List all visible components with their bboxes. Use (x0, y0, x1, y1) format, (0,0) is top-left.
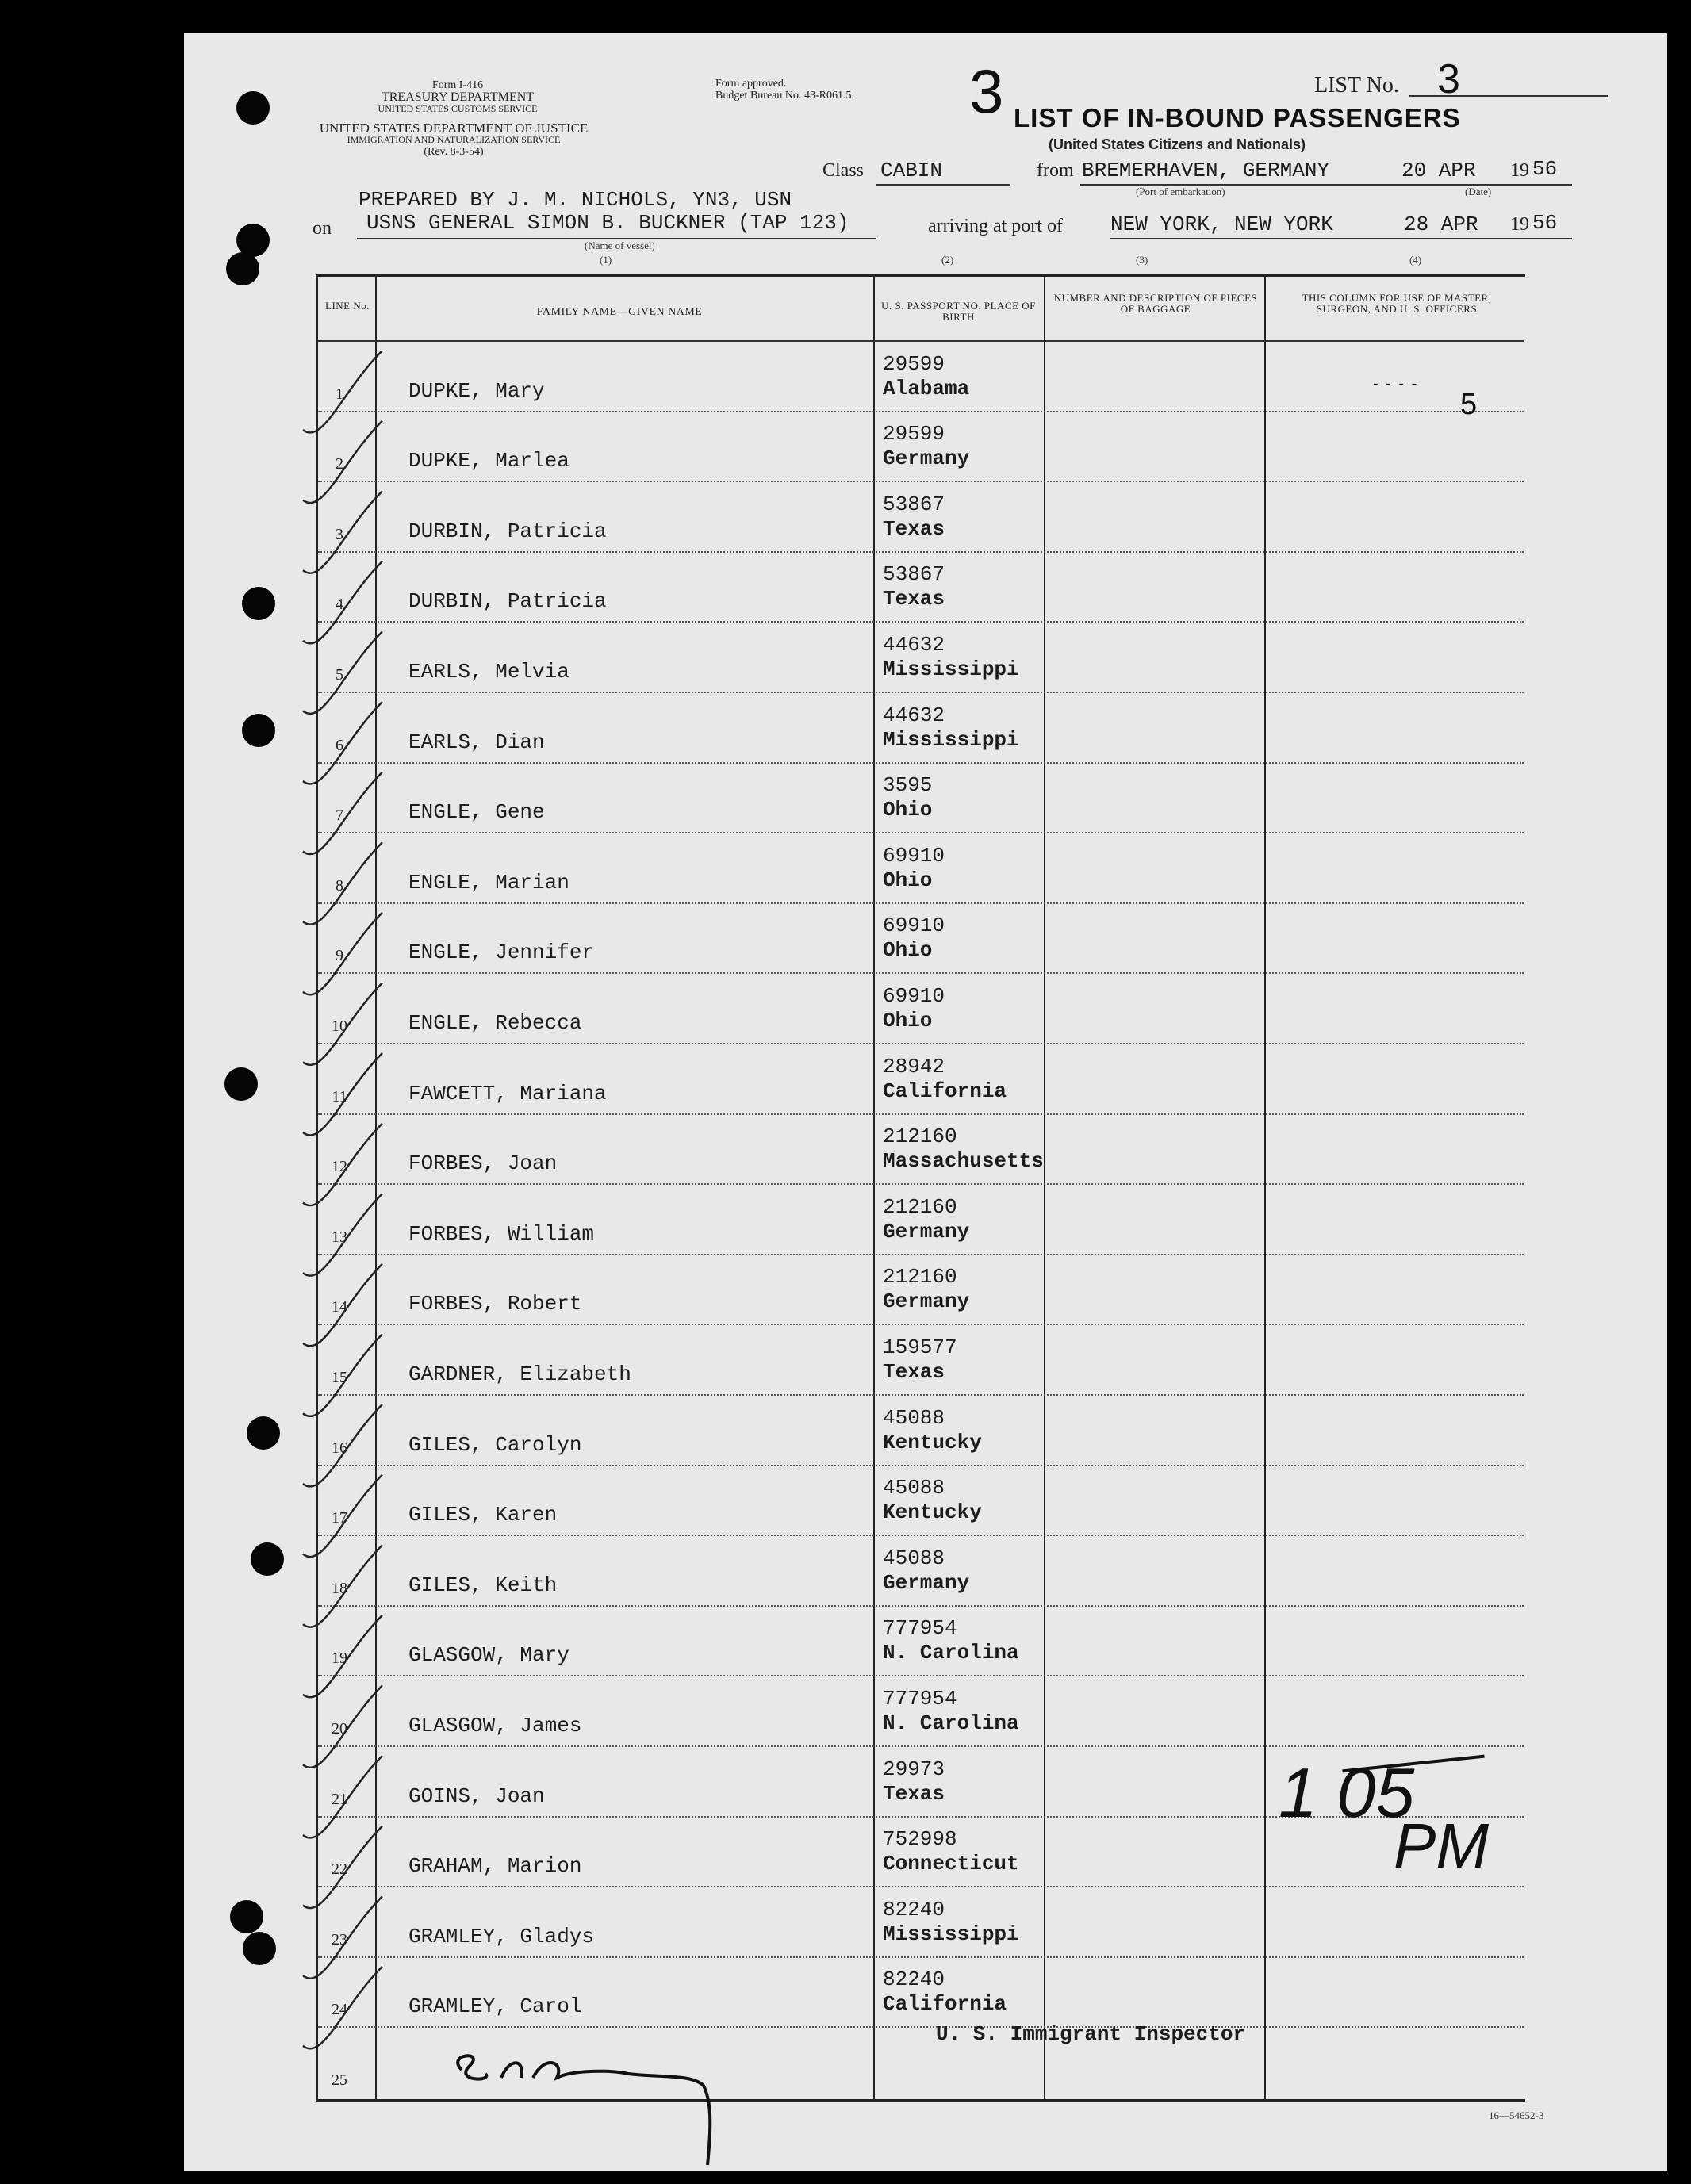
line-number: 7 (336, 807, 343, 825)
pencil-tick (303, 1967, 382, 2049)
document-title: LIST OF IN-BOUND PASSENGERS (1014, 103, 1461, 132)
passport-cell (883, 492, 945, 542)
arrival-port: NEW YORK, NEW YORK (1110, 213, 1333, 236)
passport-cell (883, 1195, 969, 1244)
col-ref-4: (4) (1409, 254, 1422, 266)
place-of-birth: Germany (883, 446, 970, 471)
binder-hole (251, 1542, 284, 1576)
line-number: 24 (332, 2001, 347, 2019)
line-number: 11 (332, 1087, 347, 1105)
vessel-name: USNS GENERAL SIMON B. BUCKNER (TAP 123) (366, 211, 849, 235)
passport-cell (883, 422, 969, 471)
pencil-tick (303, 421, 382, 504)
place-of-birth: Mississippi (883, 1922, 1019, 1946)
table-row (318, 1115, 1524, 1186)
doj-name: UNITED STATES DEPARTMENT OF JUSTICE (319, 121, 589, 136)
place-of-birth: Kentucky (883, 1430, 982, 1454)
place-of-birth: Texas (883, 516, 945, 541)
binder-hole (243, 1932, 276, 1965)
passport-number: 69910 (883, 983, 945, 1008)
passport-number: 45088 (883, 1476, 945, 1500)
passenger-name: DUPKE, Mary (408, 378, 545, 403)
passenger-name: ENGLE, Rebecca (408, 1010, 582, 1035)
line-number: 22 (332, 1860, 347, 1879)
passenger-name: GARDNER, Elizabeth (408, 1362, 631, 1386)
passport-cell (883, 1546, 969, 1596)
handwritten-time: 1 05 (1279, 1753, 1415, 1832)
line-number: 13 (332, 1228, 347, 1246)
list-no-label: LIST No. (1314, 73, 1399, 98)
line-number: 21 (332, 1790, 347, 1808)
table-row (318, 1044, 1524, 1115)
prepared-by: PREPARED BY J. M. NICHOLS, YN3, USN (359, 188, 792, 212)
pencil-tick (303, 1264, 382, 1347)
line-number: 18 (332, 1579, 347, 1597)
line-number: 23 (332, 1930, 347, 1948)
passenger-name: GLASGOW, Mary (408, 1643, 569, 1668)
officer-count: 5 (1460, 388, 1478, 421)
form-header-block (339, 79, 577, 115)
pencil-tick (303, 842, 382, 925)
table-row (318, 904, 1524, 975)
line-number: 20 (332, 1719, 347, 1738)
passenger-name: ENGLE, Jennifer (408, 941, 595, 965)
pencil-tick (303, 491, 382, 573)
passport-cell (883, 1757, 945, 1807)
passport-cell (883, 1406, 982, 1455)
passport-cell (883, 1125, 1044, 1174)
footer-code: 16—54652-3 (1489, 2109, 1544, 2121)
place-of-birth: Mississippi (883, 727, 1019, 752)
passenger-name: GILES, Carolyn (408, 1432, 582, 1457)
passport-cell (883, 773, 932, 822)
binder-hole (226, 252, 259, 285)
place-of-birth: Massachusetts (883, 1149, 1044, 1174)
table-row (318, 1607, 1524, 1677)
treasury-dept: TREASURY DEPARTMENT (381, 90, 535, 104)
passenger-name: GRAHAM, Marion (408, 1854, 582, 1879)
passport-number: 159577 (883, 1335, 957, 1359)
passport-number: 212160 (883, 1194, 957, 1219)
line-number: 8 (336, 876, 343, 895)
passenger-name: GILES, Karen (408, 1503, 558, 1527)
pencil-tick (303, 1404, 382, 1487)
passport-cell (883, 1827, 1019, 1876)
place-of-birth: N. Carolina (883, 1641, 1019, 1665)
pencil-tick (303, 772, 382, 855)
line-number: 2 (336, 455, 343, 473)
passport-cell (883, 633, 1019, 682)
manifest-page (184, 33, 1667, 2171)
embarkation-caption: (Port of embarkation) (1136, 186, 1225, 197)
binder-hole (230, 1900, 263, 1933)
passenger-name: GRAMLEY, Carol (408, 1994, 582, 2019)
table-row (318, 482, 1524, 553)
departure-year-prefix: 19 (1510, 160, 1529, 181)
table-row (318, 1536, 1524, 1607)
passenger-name: EARLS, Dian (408, 730, 545, 754)
passport-cell (883, 1476, 982, 1525)
passenger-name: ENGLE, Marian (408, 870, 569, 895)
binder-hole (236, 91, 270, 125)
arrival-year-prefix: 19 (1510, 214, 1529, 235)
handwritten-page-number: 3 (969, 56, 1004, 126)
place-of-birth: Ohio (883, 1008, 933, 1033)
passport-number: 28942 (883, 1054, 945, 1079)
passenger-name: GOINS, Joan (408, 1784, 545, 1808)
on-label: on (313, 218, 332, 239)
embarkation-port: BREMERHAVEN, GERMANY (1082, 159, 1330, 182)
binder-hole (242, 587, 275, 620)
binder-hole (247, 1416, 280, 1450)
pencil-tick (303, 1334, 382, 1416)
place-of-birth: Ohio (883, 868, 933, 892)
pencil-tick (303, 1053, 382, 1136)
passenger-name: FORBES, William (408, 1221, 595, 1246)
line-number: 4 (336, 596, 343, 614)
class-label: Class (822, 160, 865, 181)
col-ref-2: (2) (941, 254, 954, 266)
place-of-birth: Ohio (883, 938, 933, 963)
ins-name: IMMIGRATION AND NATURALIZATION SERVICE (347, 134, 561, 145)
passport-number: 29599 (883, 422, 945, 446)
pencil-tick (303, 351, 382, 433)
place-of-birth: Connecticut (883, 1852, 1019, 1876)
table-row (318, 553, 1524, 623)
passport-number: 53867 (883, 562, 945, 587)
passport-number: 45088 (883, 1546, 945, 1570)
passenger-name: FORBES, Robert (408, 1292, 582, 1316)
line-number: 9 (336, 947, 343, 965)
passport-cell (883, 1968, 1007, 2017)
line-number: 1 (336, 385, 343, 403)
pencil-tick (303, 1685, 382, 1768)
col-header-officers: THIS COLUMN FOR USE OF MASTER, SURGEON, AND U. S. OFFICERS (1302, 292, 1492, 315)
document-subtitle: (United States Citizens and Nationals) (1049, 136, 1306, 152)
table-row (318, 1255, 1524, 1326)
passport-number: 212160 (883, 1125, 957, 1149)
col-header-line: LINE No. (325, 300, 370, 312)
passenger-name: GLASGOW, James (408, 1713, 582, 1738)
pencil-tick (303, 913, 382, 995)
signature-scribble (438, 2038, 771, 2173)
passport-cell (883, 914, 945, 963)
line-number: 6 (336, 736, 343, 754)
passport-cell (883, 1687, 1019, 1736)
tick-marks (184, 351, 390, 2174)
class-value: CABIN (880, 159, 943, 182)
passenger-name: ENGLE, Gene (408, 800, 545, 825)
col-header-passport: U. S. PASSPORT NO. PLACE OF BIRTH (881, 300, 1036, 323)
place-of-birth: Mississippi (883, 657, 1019, 681)
table-row (318, 1396, 1524, 1466)
place-of-birth: Texas (883, 587, 945, 611)
passport-number: 212160 (883, 1265, 957, 1289)
table-row (318, 764, 1524, 834)
line-number: 17 (332, 1509, 347, 1527)
line-number: 14 (332, 1298, 347, 1316)
passport-number: 69910 (883, 843, 945, 868)
passport-cell (883, 1055, 1007, 1104)
passenger-name: DUPKE, Marlea (408, 449, 569, 473)
place-of-birth: Ohio (883, 798, 933, 822)
place-of-birth: Germany (883, 1570, 970, 1595)
passport-cell (883, 1335, 957, 1385)
pencil-tick (303, 1124, 382, 1206)
passenger-name: FORBES, Joan (408, 1151, 558, 1176)
departure-year: 56 (1532, 157, 1558, 181)
passport-number: 752998 (883, 1827, 957, 1852)
passport-cell (883, 1898, 1019, 1947)
form-approval (715, 78, 854, 102)
pencil-tick (303, 561, 382, 644)
officer-dashes: - - - - (1373, 375, 1419, 393)
table-row (318, 1466, 1524, 1537)
date-caption: (Date) (1465, 186, 1492, 197)
arrival-year: 56 (1532, 211, 1558, 235)
inspector-label: U. S. Immigrant Inspector (936, 2022, 1246, 2046)
passport-number: 29599 (883, 351, 945, 376)
passport-cell (883, 1616, 1019, 1665)
pencil-tick (303, 1826, 382, 1909)
table-row (318, 1676, 1524, 1747)
passenger-name: GRAMLEY, Gladys (408, 1924, 595, 1948)
place-of-birth: Alabama (883, 376, 970, 400)
passport-number: 777954 (883, 1616, 957, 1641)
line-number: 10 (332, 1017, 347, 1035)
form-id: Form I-416 (431, 79, 484, 91)
table-row (318, 1185, 1524, 1255)
handwritten-pm: PM (1394, 1810, 1489, 1881)
arriving-label: arriving at port of (928, 216, 1063, 236)
pencil-tick (303, 1896, 382, 1979)
table-row (318, 342, 1524, 412)
col-header-baggage: NUMBER AND DESCRIPTION OF PIECES OF BAGGAGE (1053, 292, 1258, 315)
place-of-birth: Texas (883, 1359, 945, 1384)
passport-number: 29973 (883, 1757, 945, 1781)
passport-cell (883, 984, 945, 1033)
passenger-name: FAWCETT, Mariana (408, 1081, 607, 1105)
from-label: from (1037, 160, 1074, 181)
binder-hole (242, 714, 275, 747)
table-row (318, 1325, 1524, 1396)
pencil-tick (303, 631, 382, 714)
table-row (318, 623, 1524, 693)
passport-number: 44632 (883, 703, 945, 727)
place-of-birth: Germany (883, 1219, 970, 1243)
place-of-birth: Texas (883, 1781, 945, 1806)
customs-service: UNITED STATES CUSTOMS SERVICE (378, 103, 538, 114)
line-number: 19 (332, 1649, 347, 1668)
table-row (318, 1958, 1524, 2029)
passport-cell (883, 703, 1019, 753)
form-approved: Form approved. (715, 78, 787, 90)
place-of-birth: Kentucky (883, 1500, 982, 1525)
col-ref-1: (1) (600, 254, 612, 266)
passport-cell (883, 844, 945, 893)
passenger-name: EARLS, Melvia (408, 659, 569, 684)
table-row (318, 833, 1524, 904)
pencil-tick (303, 983, 382, 1065)
passenger-name: DURBIN, Patricia (408, 589, 607, 614)
line-number: 3 (336, 525, 343, 543)
place-of-birth: Germany (883, 1289, 970, 1314)
list-no-value: 3 (1437, 56, 1460, 102)
line-number: 16 (332, 1439, 347, 1457)
revision: (Rev. 8-3-54) (424, 146, 484, 158)
passport-number: 82240 (883, 1968, 945, 1992)
vessel-caption: (Name of vessel) (585, 239, 655, 251)
passport-number: 44632 (883, 632, 945, 657)
passport-number: 69910 (883, 914, 945, 938)
passport-cell (883, 352, 969, 401)
budget-bureau: Budget Bureau No. 43-R061.5. (715, 90, 854, 102)
place-of-birth: California (883, 1079, 1007, 1103)
col-ref-3: (3) (1136, 254, 1148, 266)
passport-number: 3595 (883, 773, 933, 798)
pencil-tick (303, 702, 382, 784)
pencil-tick (303, 1545, 382, 1627)
line-number: 25 (332, 2071, 347, 2089)
passenger-name: GILES, Keith (408, 1573, 558, 1597)
passport-number: 777954 (883, 1686, 957, 1711)
place-of-birth: California (883, 1992, 1007, 2017)
table-row (318, 974, 1524, 1044)
passport-cell (883, 562, 945, 611)
passport-number: 53867 (883, 492, 945, 516)
line-number: 15 (332, 1368, 347, 1386)
passenger-name: DURBIN, Patricia (408, 519, 607, 543)
pencil-tick (303, 1615, 382, 1698)
pencil-tick (303, 1475, 382, 1558)
binder-hole (224, 1067, 258, 1101)
passport-cell (883, 1265, 969, 1314)
table-row (318, 412, 1524, 483)
col-header-name: FAMILY NAME—GIVEN NAME (536, 306, 703, 318)
line-number: 12 (332, 1158, 347, 1176)
table-row (318, 1887, 1524, 1958)
table-row (318, 693, 1524, 764)
arrival-date: 28 APR (1404, 213, 1478, 236)
rows-container (318, 342, 1525, 2098)
line-number: 5 (336, 665, 343, 684)
passport-number: 45088 (883, 1405, 945, 1430)
doj-block (303, 122, 604, 158)
departure-date: 20 APR (1401, 159, 1476, 182)
pencil-tick (303, 1756, 382, 1838)
place-of-birth: N. Carolina (883, 1711, 1019, 1735)
passport-number: 82240 (883, 1897, 945, 1922)
pencil-tick (303, 1194, 382, 1276)
